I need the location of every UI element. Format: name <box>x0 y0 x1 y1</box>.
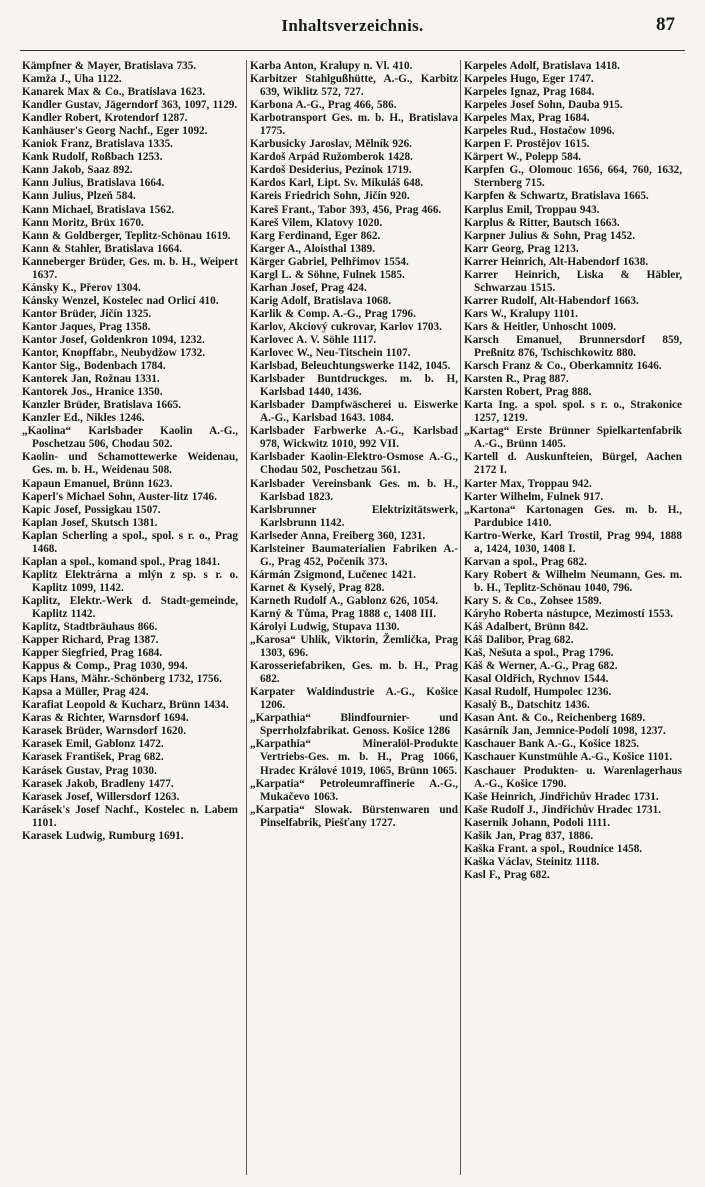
index-entry: Karlsbader Kaolin-Elektro-Osmose A.-G., Chodau 502, Poschetzau 561. <box>250 451 458 477</box>
index-entry: Kary Robert & Wilhelm Neumann, Ges. m. b. H., Teplitz-Schönau 1040, 796. <box>464 568 682 594</box>
index-entry: „Kartag“ Erste Brünner Spielkartenfabrik A.-G., Brünn 1405. <box>464 425 682 451</box>
index-entry: Kaše Rudolf J., Jindřichův Hradec 1731. <box>464 803 662 816</box>
index-column-1 <box>22 60 238 1175</box>
index-entry: Karter Wilhelm, Fulnek 917. <box>464 490 604 503</box>
index-entry: Karpeles Hugo, Eger 1747. <box>464 73 594 86</box>
index-entry: Kapper Siegfried, Prag 1684. <box>22 647 163 660</box>
index-entry: Karta Ing. a spol. spol. s r. o., Strakonice 1257, 1219. <box>464 399 682 425</box>
index-entry: „Kaolina“ Karlsbader Kaolin A.-G., Poschetzau 506, Chodau 502. <box>22 425 238 451</box>
index-entry: Kanneberger Brüder, Ges. m. b. H., Weipert 1637. <box>22 255 238 281</box>
index-entry: Karig Adolf, Bratislava 1068. <box>250 294 392 307</box>
index-entry: Kapaun Emanuel, Brünn 1623. <box>22 477 173 490</box>
index-entry: Kann Moritz, Brüx 1670. <box>22 216 144 229</box>
index-entry: Kargl L. & Söhne, Fulnek 1585. <box>250 268 405 281</box>
index-entry: Karasek Ludwig, Rumburg 1691. <box>22 829 184 842</box>
index-entry: Karásek Gustav, Prag 1030. <box>22 764 157 777</box>
index-entry: Kareis Friedrich Sohn, Jičín 920. <box>250 190 410 203</box>
index-entry: Kantor Jaques, Prag 1358. <box>22 320 151 333</box>
index-entry: Kantor Josef, Goldenkron 1094, 1232. <box>22 333 205 346</box>
index-entry: Kandler Robert, Krotendorf 1287. <box>22 112 188 125</box>
index-entry: Károlyi Ludwig, Stupava 1130. <box>250 621 400 634</box>
index-entry: Kaš, Nešuta a spol., Prag 1796. <box>464 647 614 660</box>
index-entry: Karsch Franz & Co., Oberkamnitz 1646. <box>464 360 662 373</box>
index-entry: Kareš Vilem, Klatovy 1020. <box>250 216 383 229</box>
index-entry: Kapper Richard, Prag 1387. <box>22 634 159 647</box>
index-entry: Karneth Rudolf A., Gablonz 626, 1054. <box>250 594 439 607</box>
index-entry: Karný & Tůma, Prag 1888 c, 1408 III. <box>250 607 437 620</box>
index-column-3 <box>460 60 682 1175</box>
index-entry: Karbotransport Ges. m. b. H., Bratislava 1775. <box>250 112 458 138</box>
index-entry: Kaplitz, Elektr.-Werk d. Stadt-gemeinde, Kaplitz 1142. <box>22 594 238 620</box>
index-entry: Karafiat Leopold & Kucharz, Brünn 1434. <box>22 699 229 712</box>
index-entry: Kaplitz, Stadtbräuhaus 866. <box>22 621 158 634</box>
index-entry: Karnet & Kyselý, Prag 828. <box>250 581 385 594</box>
index-entry: Kaše Heinrich, Jindřichův Hradec 1731. <box>464 790 659 803</box>
index-entry: Kank Rudolf, Roßbach 1253. <box>22 151 163 164</box>
index-entry: Kars & Heitler, Unhoscht 1009. <box>464 320 616 333</box>
index-entry: Kandler Gustav, Jägerndorf 363, 1097, 1129. <box>22 99 238 112</box>
index-entry: Kapic Josef, Possigkau 1507. <box>22 503 161 516</box>
index-entry: Karpeles Josef Sohn, Dauba 915. <box>464 99 623 112</box>
page-header <box>0 12 705 42</box>
index-entry: Karg Ferdinand, Eger 862. <box>250 229 381 242</box>
index-entry: Karlsbrunner Elektrizitätswerk, Karlsbrunn 1142. <box>250 503 458 529</box>
index-entry: Karrer Heinrich, Liska & Häbler, Schwarzau 1515. <box>464 268 682 294</box>
index-entry: Kaplitz Elektrárna a mlýn z sp. s r. o. Kaplitz 1099, 1142. <box>22 568 238 594</box>
index-entry: Kaps Hans, Mähr.-Schönberg 1732, 1756. <box>22 673 222 686</box>
index-entry: Káš Dalibor, Prag 682. <box>464 634 574 647</box>
index-entry: Karpeles Rud., Hostačow 1096. <box>464 125 615 138</box>
index-entry: Karter Max, Troppau 942. <box>464 477 592 490</box>
index-entry: Karbitzer Stahlgußhütte, A.-G., Karbitz 639, Wiklitz 572, 727. <box>250 73 458 99</box>
index-entry: Kamža J., Uha 1122. <box>22 73 122 86</box>
index-column-2 <box>246 60 458 1175</box>
index-entry: Karpater Waldindustrie A.-G., Košice 1206. <box>250 686 458 712</box>
header-rule <box>20 50 685 51</box>
index-entry: Kappus & Comp., Prag 1030, 994. <box>22 660 188 673</box>
index-entry: Kaška Frant. a spol., Roudnice 1458. <box>464 842 643 855</box>
index-entry: Karlik & Comp. A.-G., Prag 1796. <box>250 307 416 320</box>
index-entry: Kärpert W., Polepp 584. <box>464 151 582 164</box>
index-entry: Kann Julius, Bratislava 1664. <box>22 177 165 190</box>
index-entry: Karlov, Akciový cukrovar, Karlov 1703. <box>250 320 442 333</box>
index-entry: Kantor, Knopffabr., Neubydžow 1732. <box>22 347 206 360</box>
index-entry: Kaschauer Kunstmühle A.-G., Košice 1101. <box>464 751 673 764</box>
index-entry: Kasal Oldřich, Rychnov 1544. <box>464 673 609 686</box>
index-entry: Kaschauer Bank A.-G., Košice 1825. <box>464 738 640 751</box>
index-entry: Karásek's Josef Nachf., Kostelec n. Labem 1101. <box>22 803 238 829</box>
index-entry: Kartro-Werke, Karl Trostil, Prag 994, 1888 a, 1424, 1030, 1408 I. <box>464 529 682 555</box>
page-title: Inhaltsverzeichnis. <box>281 16 424 35</box>
index-entry: Kašik Jan, Prag 837, 1886. <box>464 829 594 842</box>
index-entry: Kanhäuser's Georg Nachf., Eger 1092. <box>22 125 208 138</box>
index-entry: Karrer Heinrich, Alt-Habendorf 1638. <box>464 255 649 268</box>
index-entry: Kantorek Jos., Hranice 1350. <box>22 386 163 399</box>
index-entry: Karbusicky Jaroslav, Mělník 926. <box>250 138 412 151</box>
index-entry: Kantor Brüder, Jičín 1325. <box>22 307 152 320</box>
index-entry: Karlsbad, Beleuchtungswerke 1142, 1045. <box>250 360 451 373</box>
index-entry: Kasan Ant. & Co., Reichenberg 1689. <box>464 712 646 725</box>
index-entry: Karvan a spol., Prag 682. <box>464 555 587 568</box>
index-entry: Karlsteiner Baumaterialien Fabriken A.-G., Prag 452, Počenik 373. <box>250 542 458 568</box>
index-entry: Karlsbader Vereinsbank Ges. m. b. H., Karlsbad 1823. <box>250 477 458 503</box>
index-entry: Kasárník Jan, Jemnice-Podolí 1098, 1237. <box>464 725 666 738</box>
index-entry: Karpfen G., Olomouc 1656, 664, 760, 1632, Sternberg 715. <box>464 164 682 190</box>
index-entry: Kánsky Wenzel, Kostelec nad Orlicí 410. <box>22 294 219 307</box>
index-entry: „Karpathia“ Mineralöl-Produkte Vertriebs-Ges. m. b. H., Prag 1066, Hradec Králové 1019, 1065, Brünn 1065. <box>250 738 458 777</box>
index-entry: Karlsbader Dampfwäscherei u. Eiswerke A.-G., Karlsbad 1643. 1084. <box>250 399 458 425</box>
index-entry: Kardoš Desiderius, Pezinok 1719. <box>250 164 412 177</box>
index-entry: Karasek Brüder, Warnsdorf 1620. <box>22 725 187 738</box>
index-entry: Karasek Jakob, Bradleny 1477. <box>22 777 174 790</box>
index-entry: Karsten Robert, Prag 888. <box>464 386 592 399</box>
index-entry: Kann & Goldberger, Teplitz-Schönau 1619. <box>22 229 231 242</box>
index-entry: Karsch Emanuel, Brunnersdorf 859, Preßnitz 876, Tschischkowitz 880. <box>464 333 682 360</box>
index-entry: Karhan Josef, Prag 424. <box>250 281 367 294</box>
index-entry: Karosseriefabriken, Ges. m. b. H., Prag 682. <box>250 660 458 686</box>
index-entry: Kartell d. Auskunfteien, Bürgel, Aachen 2172 I. <box>464 451 682 477</box>
index-entry: Karpeles Max, Prag 1684. <box>464 112 590 125</box>
index-entry: Kantor Sig., Bodenbach 1784. <box>22 360 166 373</box>
index-entry: „Kartona“ Kartonagen Ges. m. b. H., Pardubice 1410. <box>464 503 682 529</box>
index-entry: Kaplan Scherling a spol., spol. s r. o., Prag 1468. <box>22 529 238 555</box>
index-entry: Karas & Richter, Warnsdorf 1694. <box>22 712 189 725</box>
index-entry: Kánsky K., Přerov 1304. <box>22 281 141 294</box>
index-entry: Karlovec A. V. Söhle 1117. <box>250 333 377 346</box>
index-entry: Karasek Josef, Willersdorf 1263. <box>22 790 180 803</box>
index-entry: Kann Jakob, Saaz 892. <box>22 164 133 177</box>
index-entry: „Karosa“ Uhlik, Viktorin, Žemlička, Prag 1303, 696. <box>250 634 458 660</box>
index-entry: Káryho Roberta nástupce, Mezimostí 1553. <box>464 607 673 620</box>
index-entry: Kann & Stahler, Bratislava 1664. <box>22 242 183 255</box>
index-entry: Kann Julius, Plzeň 584. <box>22 190 136 203</box>
index-entry: Kantorek Jan, Rožnau 1331. <box>22 373 160 386</box>
index-entry: Kapsa a Müller, Prag 424. <box>22 686 149 699</box>
index-entry: Kärger Gabriel, Pelhřimov 1554. <box>250 255 409 268</box>
page-number: 87 <box>656 14 675 35</box>
index-entry: Kann Michael, Bratislava 1562. <box>22 203 175 216</box>
index-entry: Kasalý B., Datschitz 1436. <box>464 699 590 712</box>
index-entry: Karbona A.-G., Prag 466, 586. <box>250 99 397 112</box>
index-entry: Kaschauer Produkten- u. Warenlagerhaus A.-G., Košice 1790. <box>464 764 682 790</box>
index-entry: Kasl F., Prag 682. <box>464 868 550 881</box>
index-entry: Kaolin- und Schamottewerke Weidenau, Ges. m. b. H., Weidenau 508. <box>22 451 238 477</box>
index-entry: Kars W., Kralupy 1101. <box>464 307 579 320</box>
index-entry: Karba Anton, Kralupy n. Vl. 410. <box>250 60 413 72</box>
index-entry: Karpeles Ignaz, Prag 1684. <box>464 86 595 99</box>
index-entry: Káš Adalbert, Brünn 842. <box>464 621 589 634</box>
index-entry: Kanzler Ed., Nikles 1246. <box>22 412 145 425</box>
index-entry: Kardos Karl, Lipt. Sv. Mikuláš 648. <box>250 177 424 190</box>
index-entry: Kareš Frant., Tabor 393, 456, Prag 466. <box>250 203 442 216</box>
index-entry: Karr Georg, Prag 1213. <box>464 242 579 255</box>
index-entry: Kardoš Arpád Ružomberok 1428. <box>250 151 413 164</box>
index-entry: Karasek Emil, Gablonz 1472. <box>22 738 164 751</box>
index-entry: Karpen F. Prostějov 1615. <box>464 138 590 151</box>
index-entry: Karasek František, Prag 682. <box>22 751 164 764</box>
index-entry: „Karpatia“ Petroleumraffinerie A.-G., Mukačevo 1063. <box>250 777 458 803</box>
index-entry: Karlovec W., Neu-Titschein 1107. <box>250 347 411 360</box>
index-entry: Káš & Werner, A.-G., Prag 682. <box>464 660 618 673</box>
index-entry: Kämpfner & Mayer, Bratislava 735. <box>22 60 197 72</box>
index-entry: Karlseder Anna, Freiberg 360, 1231. <box>250 529 426 542</box>
index-entry: Kaplan Josef, Skutsch 1381. <box>22 516 158 529</box>
index-entry: Kaniok Franz, Bratislava 1335. <box>22 138 173 151</box>
index-entry: Karlsbader Buntdruckges. m. b. H, Karlsbad 1440, 1436. <box>250 373 458 399</box>
index-entry: Karpfen & Schwartz, Bratislava 1665. <box>464 190 649 203</box>
index-entry: Karger A., Aloisthal 1389. <box>250 242 375 255</box>
index-entry: Karplus Emil, Troppau 943. <box>464 203 600 216</box>
index-entry: Karpner Julius & Sohn, Prag 1452. <box>464 229 636 242</box>
index-entry: Kármán Zsigmond, Lučenec 1421. <box>250 568 416 581</box>
index-entry: „Karpatia“ Slowak. Bürstenwaren und Pinselfabrik, Piešťany 1727. <box>250 803 458 829</box>
index-entry: Karrer Rudolf, Alt-Habendorf 1663. <box>464 294 639 307</box>
index-entry: Kanarek Max & Co., Bratislava 1623. <box>22 86 206 99</box>
index-entry: Kasal Rudolf, Humpolec 1236. <box>464 686 612 699</box>
index-entry: „Karpathia“ Blindfournier- und Sperrholzfabrikat. Genoss. Košice 1286 <box>250 712 458 738</box>
index-entry: Kaška Václav, Steinitz 1118. <box>464 855 600 868</box>
index-entry: Kasernik Johann, Podoli 1111. <box>464 816 611 829</box>
index-entry: Karlsbader Farbwerke A.-G., Karlsbad 978, Wickwitz 1010, 992 VII. <box>250 425 458 451</box>
index-entry: Karpeles Adolf, Bratislava 1418. <box>464 60 620 72</box>
index-entry: Kaperl's Michael Sohn, Auster-litz 1746. <box>22 490 217 503</box>
index-entry: Kary S. & Co., Zohsee 1589. <box>464 594 602 607</box>
index-entry: Kanzler Brüder, Bratislava 1665. <box>22 399 182 412</box>
index-entry: Kaplan a spol., komand spol., Prag 1841. <box>22 555 220 568</box>
index-entry: Karsten R., Prag 887. <box>464 373 569 386</box>
index-entry: Karplus & Ritter, Bautsch 1663. <box>464 216 620 229</box>
